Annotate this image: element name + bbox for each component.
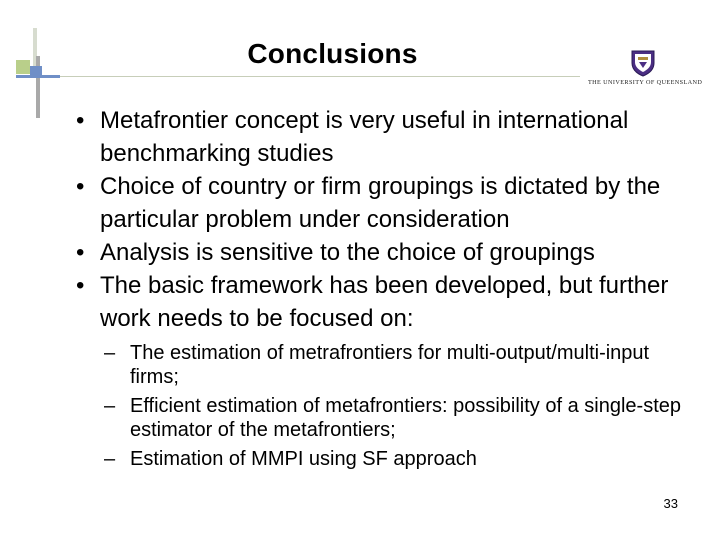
bullet-text: The basic framework has been developed, but further work needs to be focused on: — [100, 272, 669, 332]
decorative-square — [16, 60, 30, 74]
sub-bullet-text: The estimation of metrafrontiers for multi-output/multi-input firms; — [130, 342, 650, 388]
bullet-mark: • — [76, 173, 85, 200]
sub-bullet-text: Estimation of MMPI using SF approach — [130, 448, 477, 470]
list-item — [76, 269, 696, 335]
list-item — [104, 394, 694, 442]
slide-title: Conclusions — [247, 38, 418, 69]
sub-bullet-text: Efficient estimation of metafrontiers: possibility of a single-step estimator of the metafrontiers; — [130, 395, 681, 441]
logo-text: THE UNIVERSITY OF QUEENSLAND — [588, 79, 703, 86]
university-logo — [588, 48, 703, 90]
page-number: 33 — [663, 496, 678, 511]
list-item — [104, 447, 694, 471]
bullet-text: Metafrontier concept is very useful in international benchmarking studies — [100, 107, 629, 167]
list-item — [76, 104, 696, 170]
crest-icon — [628, 48, 658, 78]
list-item — [76, 170, 696, 236]
decorative-line — [16, 75, 60, 78]
dash-mark: – — [104, 342, 116, 364]
sub-bullet-list — [104, 341, 694, 476]
bullet-list — [76, 104, 696, 335]
list-item — [104, 341, 694, 389]
bullet-mark: • — [76, 239, 85, 266]
bullet-mark: • — [76, 272, 85, 299]
dash-mark: – — [104, 448, 116, 470]
bullet-text: Choice of country or firm groupings is dictated by the particular problem under consideration — [100, 173, 661, 233]
list-item — [76, 236, 696, 269]
bullet-text: Analysis is sensitive to the choice of groupings — [100, 239, 595, 266]
dash-mark: – — [104, 395, 116, 417]
bullet-mark: • — [76, 107, 85, 134]
decorative-line — [60, 76, 580, 77]
